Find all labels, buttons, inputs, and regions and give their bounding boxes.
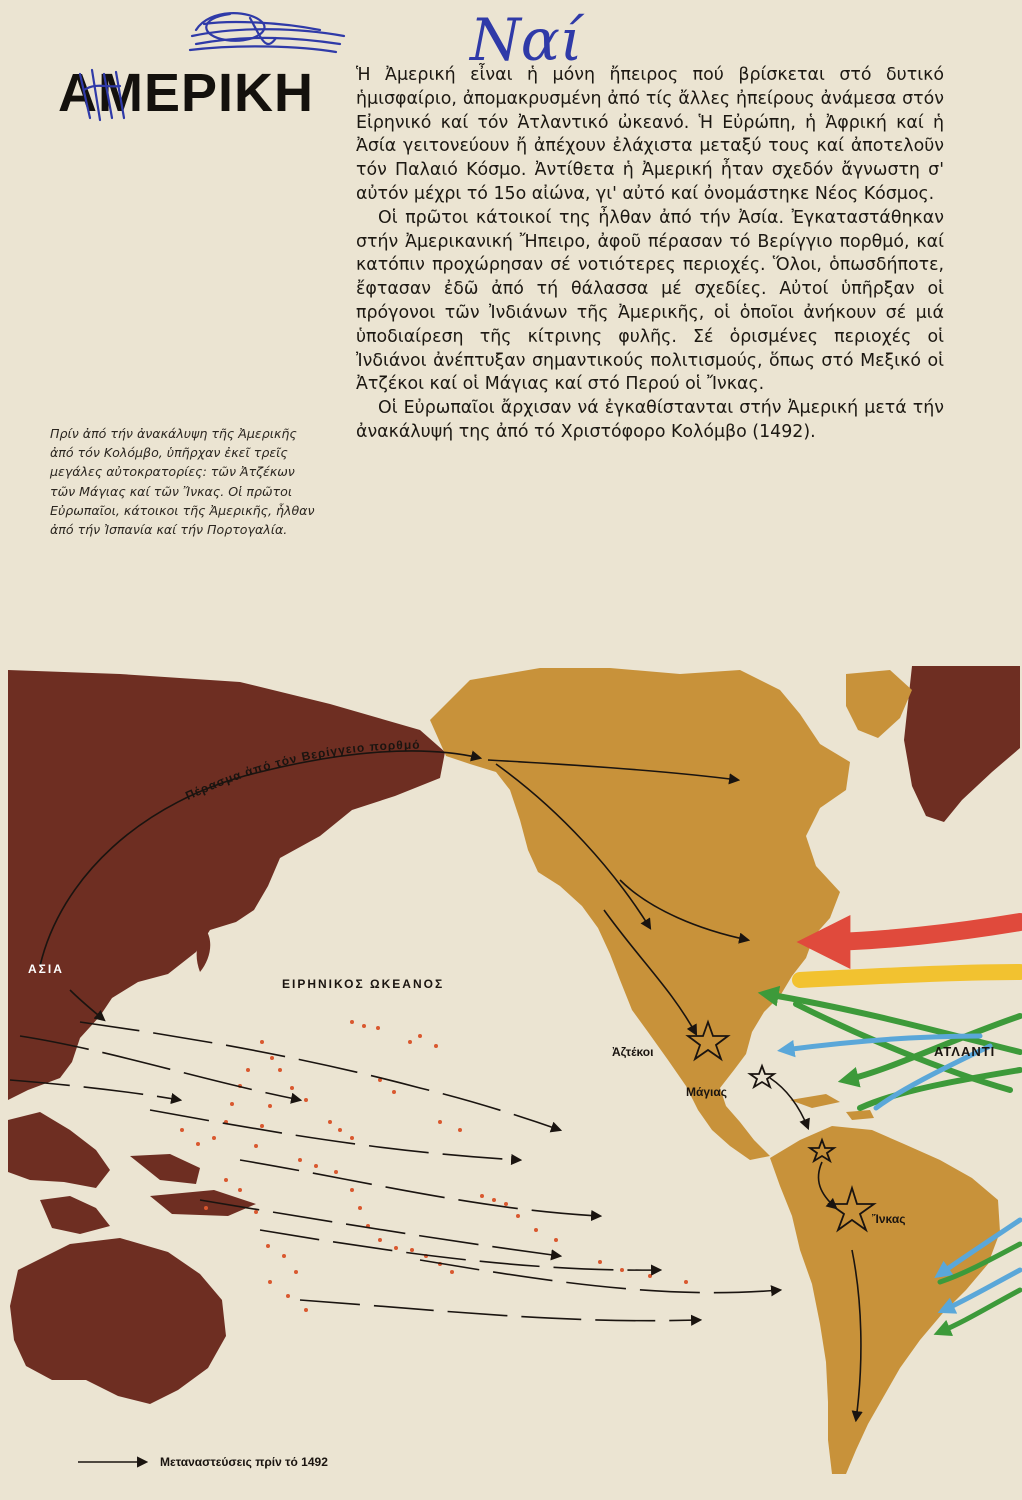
migration-map <box>0 660 1022 1480</box>
bering-route-text: Πέρασμα ἀπό τόν Βερίγγειο πορθμό <box>183 737 421 803</box>
paragraph-1: Ἡ Ἀμερική εἶναι ἡ μόνη ἤπειρος πού βρίσκεται στό δυτικό ἡμισφαίριο, ἀπομακρυσμένη ἀπό τίς ἄλλες ἠπείρους ἀνάμεσα στόν Εἰρηνικό καί τόν Ἀτλαντικό ὠκεανό. Ἡ Εὐρώπη, ἡ Ἀφρική καί ἡ Ἀσία γειτονεύουν ἤ ἀπέχουν ἐλάχιστα μεταξύ τους καί ἀποτελοῦν τόν Παλαιό Κόσμο. Ἀντίθετα ἡ Ἀμερική ἦταν σχεδόν ἄγνωστη σ' αὐτόν μέχρι τό 15ο αἰώνα, γι' αὐτό καί ὀνομάστηκε Νέος Κόσμος. <box>356 65 944 204</box>
route-red <box>818 922 1020 942</box>
arrow-pacific-7 <box>420 1260 780 1293</box>
label-inca: Ἴνκας <box>872 1212 906 1226</box>
north-america <box>430 668 850 1160</box>
arrow-pacific-2 <box>80 1022 560 1130</box>
map-legend <box>78 1455 328 1469</box>
label-asia: ΑΣΙΑ <box>28 962 64 976</box>
pacific-islands <box>180 1020 688 1312</box>
route-yellow <box>800 972 1020 980</box>
side-caption <box>50 424 320 539</box>
paragraph-3: Οἱ Εὐρωπαῖοι ἄρχισαν νά ἐγκαθίστανται στήν Ἀμερική μετά τήν ἀνακάλυψή της ἀπό τό Χριστόφορο Κολόμβο (1492). <box>356 398 944 442</box>
article-body <box>356 64 944 445</box>
australia <box>10 1238 226 1404</box>
label-pacific: ΕΙΡΗΝΙΚΟΣ ΩΚΕΑΝΟΣ <box>282 977 445 991</box>
southeast-asia <box>8 1112 256 1234</box>
maya-star <box>750 1066 774 1087</box>
label-atlantic: ΑΤΛΑΝΤΙ <box>934 1044 996 1059</box>
old-world-corner <box>904 666 1020 822</box>
page-title: ΑΜΕΡΙΚΗ <box>58 63 315 123</box>
arrow-pacific-4 <box>240 1160 600 1216</box>
caption-text: Πρίν ἀπό τήν ἀνακάλυψη τῆς Ἀμερικῆς ἀπό τόν Κολόμβο, ὑπῆρχαν ἐκεῖ τρεῖς μεγάλες αὐτοκρατορίες: τῶν Ἀτζέκων τῶν Μάγιας καί τῶν Ἴνκας. Οἱ πρῶτοι Εὐρωπαῖοι, κάτοικοι τῆς Ἀμερικῆς, ἦλθαν ἀπό τήν Ἰσπανία καί τήν Πορτογαλία. <box>50 426 315 538</box>
legend-label: Μεταναστεύσεις πρίν τό 1492 <box>160 1455 328 1469</box>
label-maya: Μάγιας <box>686 1085 727 1099</box>
arrow-pacific-3 <box>150 1110 520 1160</box>
arrow-pacific-8 <box>300 1300 700 1321</box>
arrow-pacific-6 <box>260 1230 660 1270</box>
label-aztecs: Ἀζτέκοι <box>612 1045 654 1059</box>
handwritten-note: Ναί <box>470 6 583 74</box>
arrow-pacific-5 <box>200 1200 560 1256</box>
paragraph-2: Οἱ πρῶτοι κάτοικοί της ἦλθαν ἀπό τήν Ἀσία. Ἐγκαταστάθηκαν στήν Ἀμερικανική Ἤπειρο, ἀφοῦ πέρασαν τό Βερίγγιο πορθμό, καί κατόπιν προχώρησαν σέ νοτιότερες περιοχές. Ὅλοι, ὁπωσδήποτε, ἔφτασαν ἐδῶ ἀπό τή θάλασσα μέ σχεδίες. Αὐτοί ὑπῆρξαν οἱ πρόγονοι τῶν Ἰνδιάνων τῆς Ἀμερικῆς, οἱ ὁποῖοι ἀνήκουν σέ μιά ὑποδιαίρεση τῆς κίτρινης φυλῆς. Σέ ὁρισμένες περιοχές οἱ Ἰνδιάνοι ἀνέπτυξαν σημαντικούς πολιτισμούς, ὅπως στό Μεξικό οἱ Ἀτζέκοι καί οἱ Μάγιας καί στό Περού οἱ Ἴνκας. <box>356 207 944 395</box>
greenland <box>846 670 912 738</box>
